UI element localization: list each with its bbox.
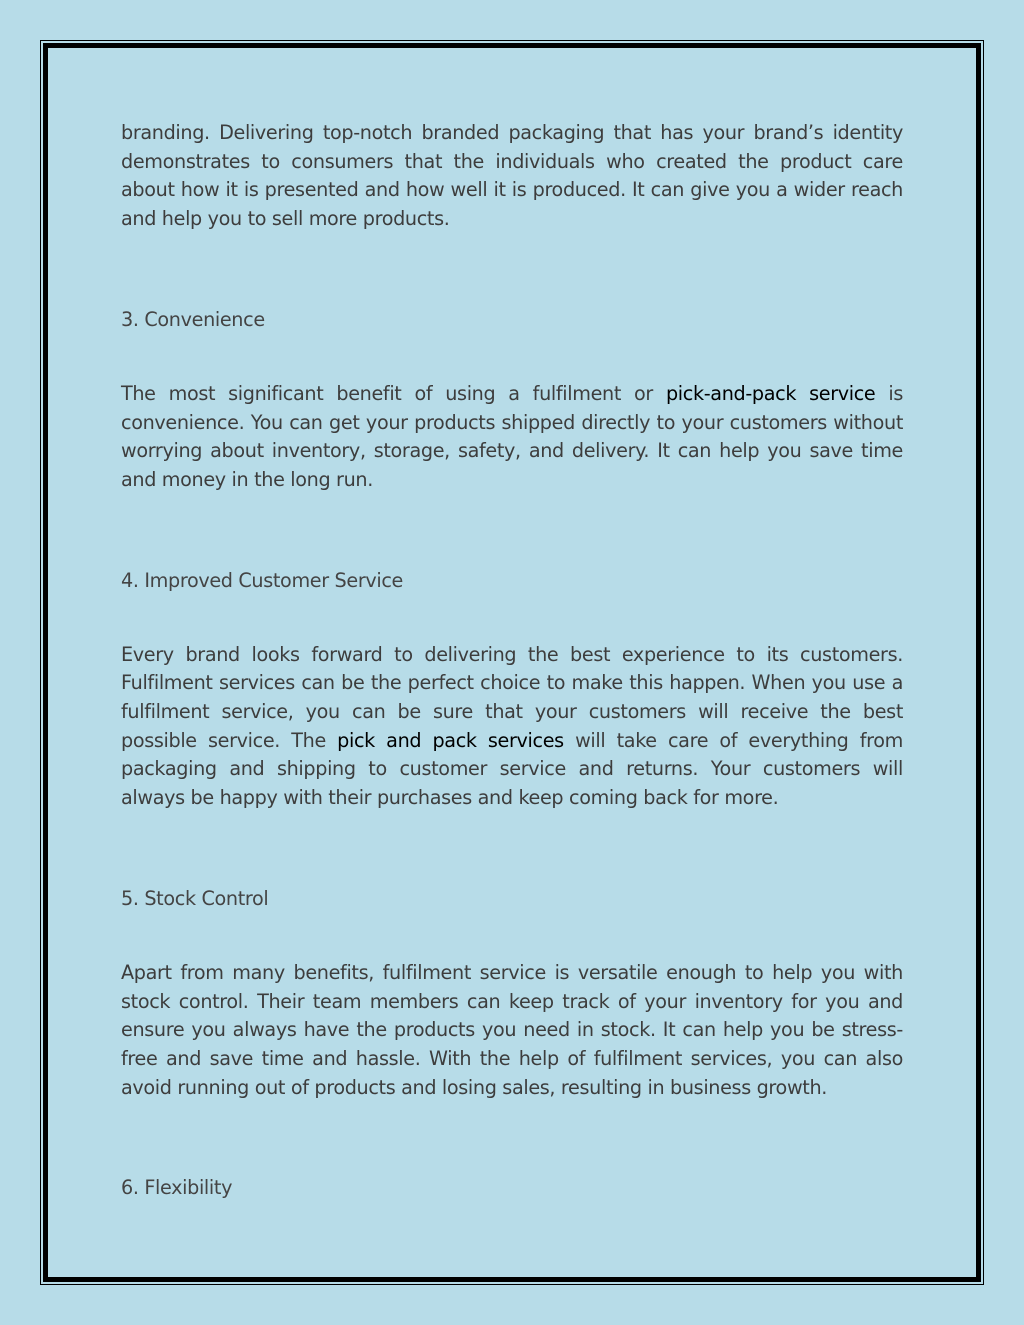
convenience-paragraph [121, 380, 903, 495]
customer-service-text-before: Every brand looks forward to delivering the best experience to its customers. Fulfilment services can be the perfect choice to make this happen. When you use a fulfilment service, you can be sure that your customers will receive the best possible service. The [121, 642, 903, 752]
pick-and-pack-services-link[interactable]: pick and pack services [337, 728, 564, 752]
stock-control-paragraph: Apart from many benefits, fulfilment service is versatile enough to help you with stock control. Their team members can keep track of your inventory for you and ensure you always have the products you need in stock. It can help you be stress-free and save time and hassle. With the help of fulfilment services, you can also avoid running out of products and losing sales, resulting in business growth. [121, 960, 903, 1099]
customer-service-heading: 4. Improved Customer Service [121, 568, 403, 592]
document-body [121, 119, 903, 1202]
customer-service-text-after: will take care of everything from packaging and shipping to customer service and returns. Your customers will always be happy with their purchases and keep coming back for more. [121, 728, 903, 810]
flexibility-heading: 6. Flexibility [121, 1176, 233, 1200]
pick-and-pack-service-link[interactable]: pick-and-pack service [665, 381, 876, 405]
customer-service-paragraph [121, 641, 903, 813]
convenience-text-before: The most significant benefit of using a fulfilment or [121, 381, 666, 405]
intro-paragraph: branding. Delivering top-notch branded packaging that has your brand’s identity demonstrates to consumers that the individuals who created the product care about how it is presented and how well it is produced. It can give you a wider reach and help you to sell more products. [121, 121, 903, 231]
convenience-text-after: is convenience. You can get your products shipped directly to your customers without worrying about inventory, storage, safety, and delivery. It can help you save time and money in the long run. [121, 381, 903, 491]
convenience-heading: 3. Convenience [121, 307, 265, 331]
stock-control-heading: 5. Stock Control [121, 886, 269, 910]
